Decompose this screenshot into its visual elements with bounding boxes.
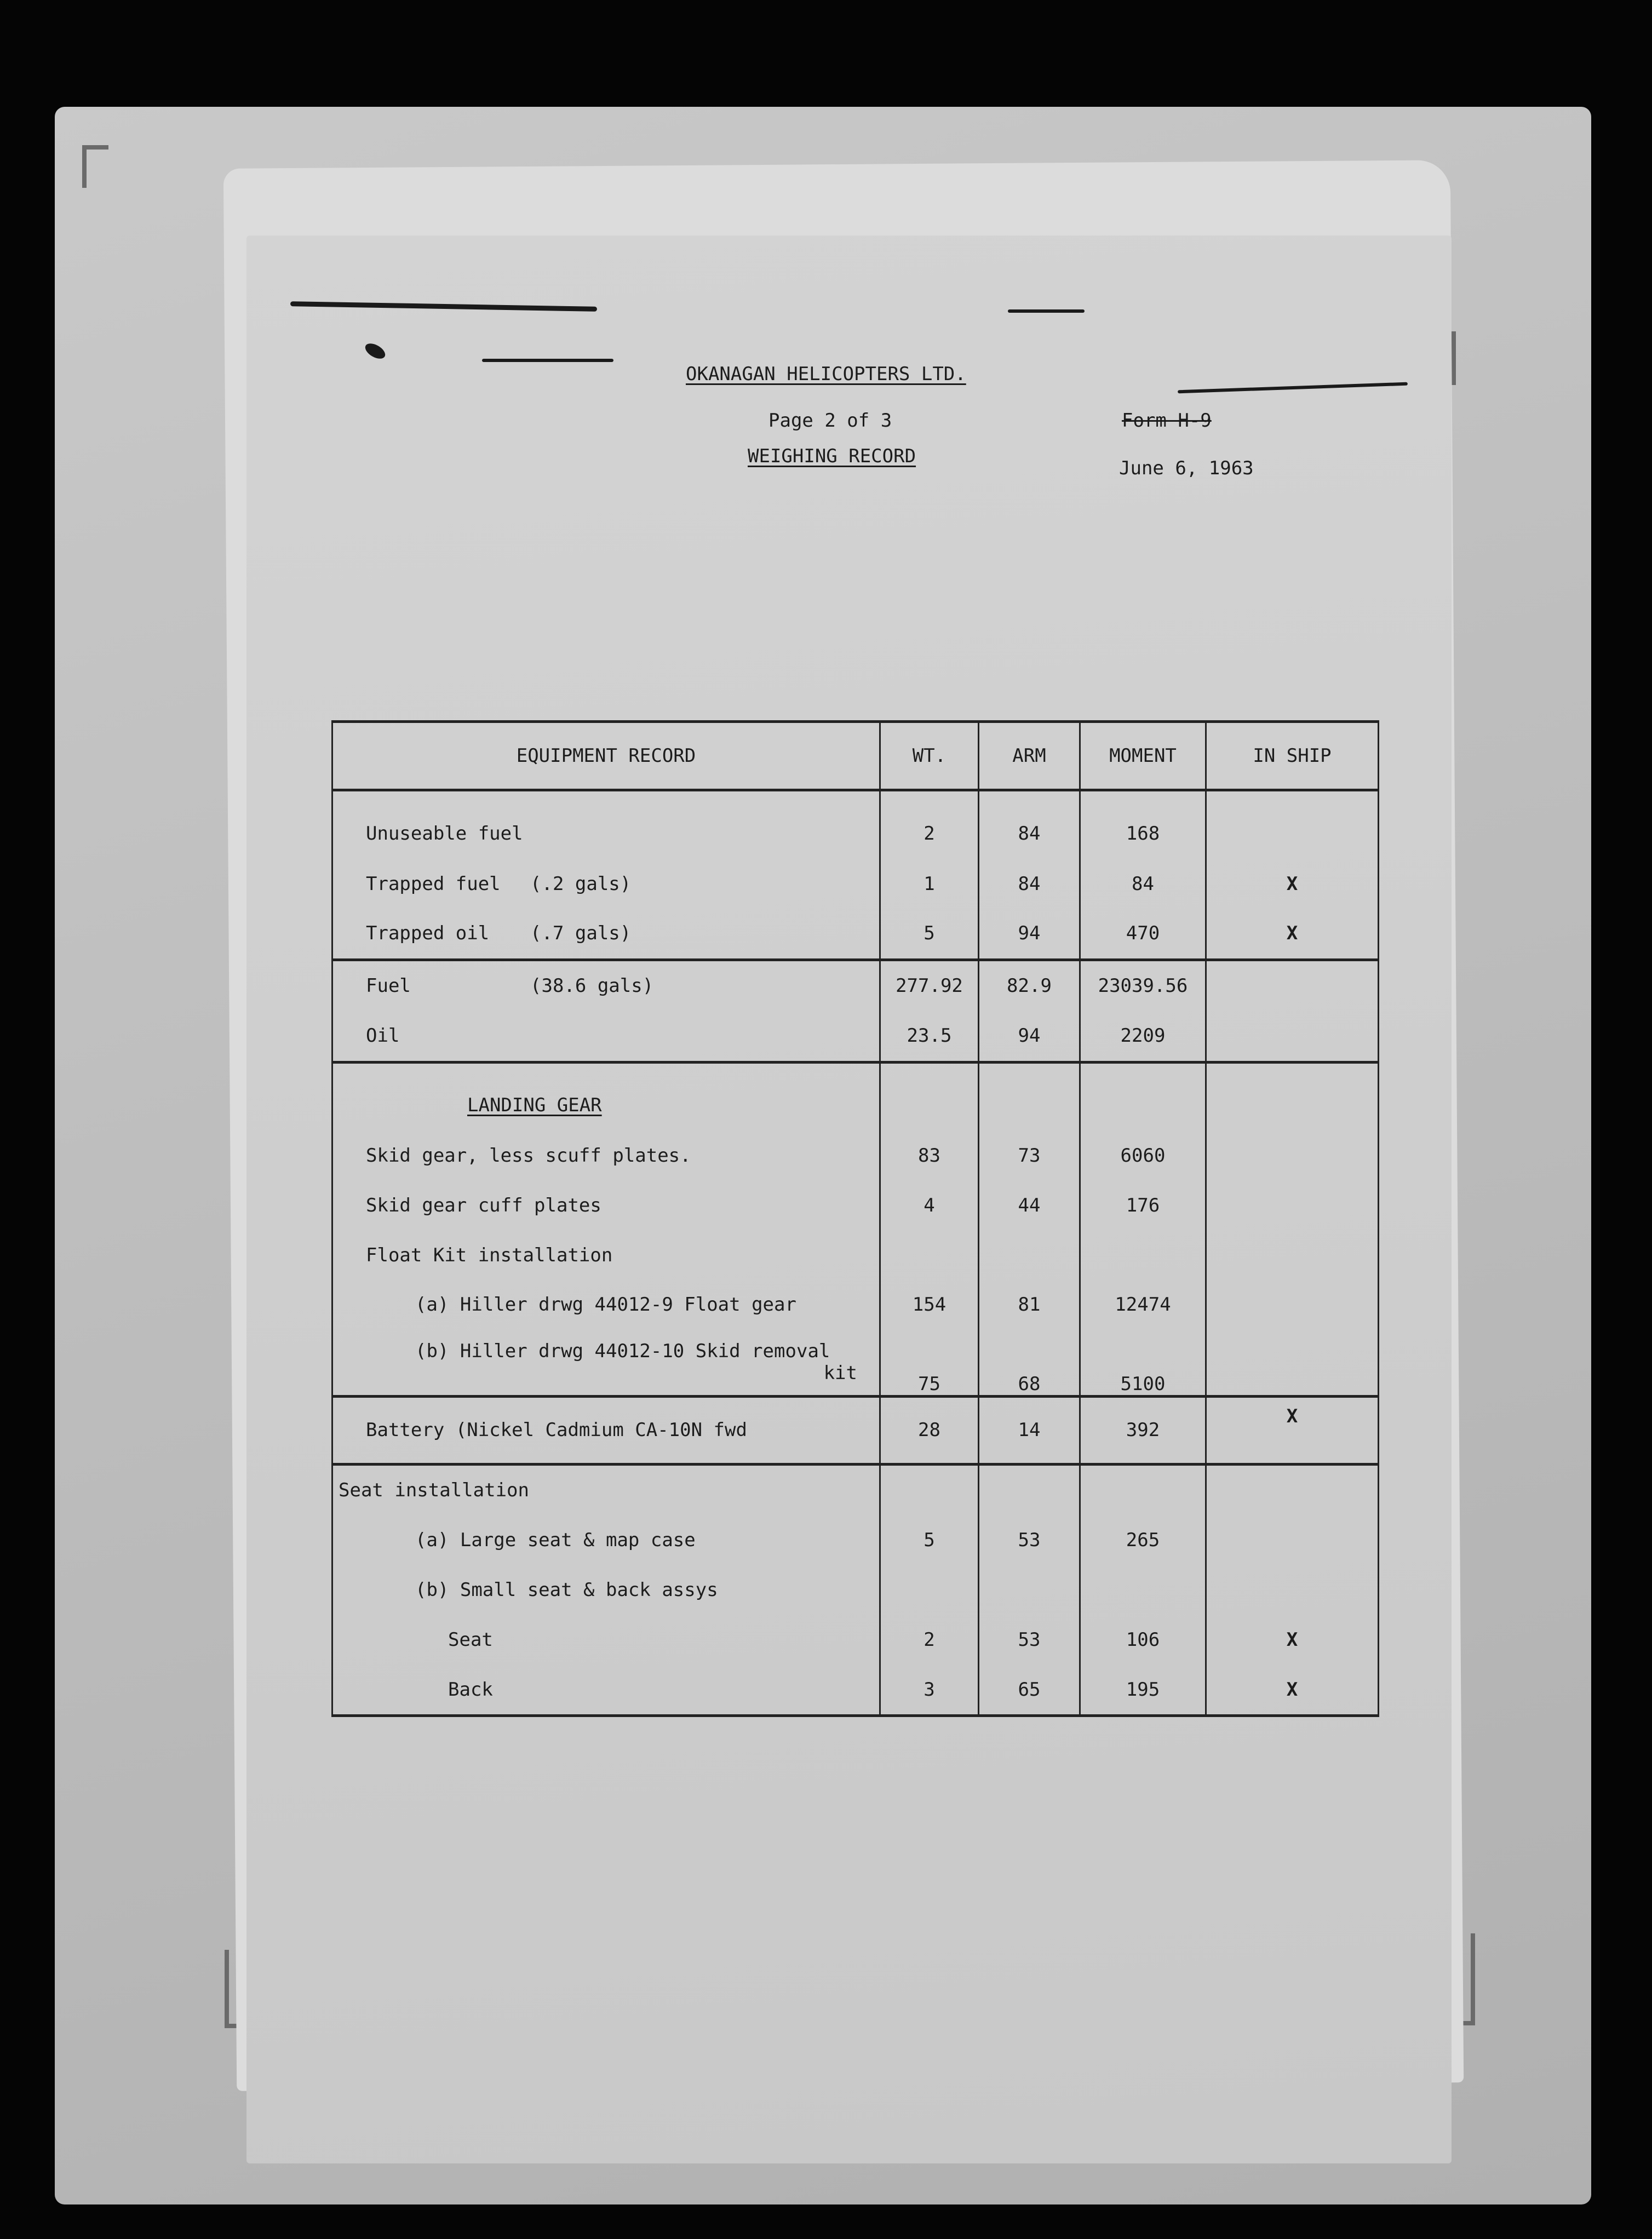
- document-title: WEIGHING RECORD: [748, 445, 916, 467]
- wt-cell: [880, 1230, 979, 1280]
- table-row: [332, 1230, 1379, 1280]
- column-header-moment: MOMENT: [1080, 722, 1206, 790]
- arm-cell: 53: [979, 1515, 1080, 1565]
- wt-cell: [880, 1565, 979, 1615]
- in-ship-mark: [1206, 1464, 1379, 1515]
- arm-cell: [979, 1464, 1080, 1515]
- arm-cell: 81: [979, 1280, 1080, 1330]
- in-ship-mark: [1206, 1181, 1379, 1231]
- moment-cell: 265: [1080, 1515, 1206, 1565]
- arm-cell: 68: [979, 1330, 1080, 1396]
- arm-cell: [979, 1565, 1080, 1615]
- item-label: (a) Large seat & map case: [415, 1529, 696, 1552]
- in-ship-mark: [1206, 1565, 1379, 1615]
- item-label: Fuel: [366, 975, 411, 997]
- table-row: [332, 909, 1379, 960]
- in-ship-mark: [1206, 960, 1379, 1011]
- table-row: [332, 1464, 1379, 1515]
- wt-cell: 28: [880, 1396, 979, 1464]
- paper-tear-mark: [1008, 309, 1085, 313]
- section-heading: LANDING GEAR: [467, 1094, 602, 1117]
- form-number: Form H-9: [1122, 410, 1212, 432]
- table-row: [332, 1664, 1379, 1716]
- in-ship-mark: [1206, 1515, 1379, 1565]
- item-quantity: (.7 gals): [530, 922, 632, 945]
- document-date: June 6, 1963: [1119, 457, 1254, 479]
- wt-cell: 1: [880, 859, 979, 909]
- item-quantity: (.2 gals): [530, 872, 632, 895]
- crop-mark: [82, 145, 108, 188]
- item-label: Oil: [366, 1025, 400, 1047]
- in-ship-mark: X: [1206, 1396, 1379, 1464]
- moment-cell: 176: [1080, 1181, 1206, 1231]
- moment-cell: 5100: [1080, 1330, 1206, 1396]
- in-ship-mark: X: [1206, 1615, 1379, 1664]
- in-ship-mark: X: [1206, 1664, 1379, 1716]
- column-header-arm: ARM: [979, 722, 1080, 790]
- in-ship-mark: [1206, 790, 1379, 859]
- in-ship-mark: X: [1206, 859, 1379, 909]
- table-row: [332, 1011, 1379, 1062]
- item-quantity: (38.6 gals): [530, 975, 654, 997]
- moment-cell: 392: [1080, 1396, 1206, 1464]
- arm-cell: 84: [979, 859, 1080, 909]
- arm-cell: [979, 1230, 1080, 1280]
- column-header-wt: WT.: [880, 722, 979, 790]
- table-row: [332, 1565, 1379, 1615]
- item-label-continuation: kit: [823, 1362, 857, 1385]
- item-label: (b) Small seat & back assys: [415, 1578, 718, 1601]
- table-row: [332, 1396, 1379, 1464]
- in-ship-mark: [1206, 1131, 1379, 1181]
- wt-cell: 5: [880, 1515, 979, 1565]
- item-label: (a) Hiller drwg 44012-9 Float gear: [415, 1294, 796, 1316]
- column-header-in-ship: IN SHIP: [1206, 722, 1379, 790]
- column-header-equipment: EQUIPMENT RECORD: [332, 722, 880, 790]
- item-label: Skid gear cuff plates: [366, 1195, 601, 1217]
- in-ship-mark: X: [1206, 909, 1379, 960]
- table-row: [332, 1181, 1379, 1231]
- table-row: [332, 790, 1379, 859]
- wt-cell: 4: [880, 1181, 979, 1231]
- paper-tear-mark: [482, 359, 613, 362]
- moment-cell: 2209: [1080, 1011, 1206, 1062]
- moment-cell: 195: [1080, 1664, 1206, 1716]
- moment-cell: 12474: [1080, 1280, 1206, 1330]
- table-row: [332, 1131, 1379, 1181]
- table-row: [332, 960, 1379, 1011]
- item-label: Seat: [448, 1628, 493, 1651]
- in-ship-mark: [1206, 1230, 1379, 1280]
- table-header-row: [332, 722, 1379, 790]
- table-row: [332, 1330, 1379, 1396]
- wt-cell: 5: [880, 909, 979, 960]
- item-label: Skid gear, less scuff plates.: [366, 1145, 691, 1167]
- in-ship-mark: [1206, 1011, 1379, 1062]
- wt-cell: 2: [880, 1615, 979, 1664]
- moment-cell: 470: [1080, 909, 1206, 960]
- wt-cell: 154: [880, 1280, 979, 1330]
- arm-cell: 94: [979, 1011, 1080, 1062]
- arm-cell: 73: [979, 1131, 1080, 1181]
- item-label: (b) Hiller drwg 44012-10 Skid removal: [415, 1340, 830, 1363]
- arm-cell: 94: [979, 909, 1080, 960]
- table-row: [332, 859, 1379, 909]
- item-label: Back: [448, 1678, 493, 1701]
- company-name: OKANAGAN HELICOPTERS LTD.: [686, 363, 966, 385]
- table-row: [332, 1062, 1379, 1131]
- in-ship-mark: [1206, 1330, 1379, 1396]
- item-label: Seat installation: [339, 1479, 529, 1502]
- moment-cell: [1080, 1565, 1206, 1615]
- wt-cell: [880, 1062, 979, 1131]
- item-label: Trapped fuel: [366, 872, 501, 895]
- wt-cell: 75: [880, 1330, 979, 1396]
- wt-cell: 277.92: [880, 960, 979, 1011]
- item-label: Battery (Nickel Cadmium CA-10N fwd: [366, 1419, 747, 1442]
- wt-cell: 83: [880, 1131, 979, 1181]
- arm-cell: 44: [979, 1181, 1080, 1231]
- weighing-record-table: [331, 720, 1379, 1717]
- moment-cell: 168: [1080, 790, 1206, 859]
- moment-cell: [1080, 1464, 1206, 1515]
- arm-cell: 82.9: [979, 960, 1080, 1011]
- arm-cell: 65: [979, 1664, 1080, 1716]
- arm-cell: 84: [979, 790, 1080, 859]
- in-ship-mark: [1206, 1280, 1379, 1330]
- moment-cell: [1080, 1230, 1206, 1280]
- page-number: Page 2 of 3: [768, 410, 892, 432]
- item-label: Float Kit installation: [366, 1244, 613, 1266]
- moment-cell: [1080, 1062, 1206, 1131]
- table-row: [332, 1515, 1379, 1565]
- item-label: Trapped oil: [366, 922, 490, 945]
- wt-cell: 23.5: [880, 1011, 979, 1062]
- arm-cell: 14: [979, 1396, 1080, 1464]
- arm-cell: 53: [979, 1615, 1080, 1664]
- wt-cell: [880, 1464, 979, 1515]
- wt-cell: 2: [880, 790, 979, 859]
- in-ship-mark: [1206, 1062, 1379, 1131]
- wt-cell: 3: [880, 1664, 979, 1716]
- moment-cell: 84: [1080, 859, 1206, 909]
- arm-cell: [979, 1062, 1080, 1131]
- moment-cell: 23039.56: [1080, 960, 1206, 1011]
- item-label: Unuseable fuel: [366, 822, 523, 845]
- table-row: [332, 1280, 1379, 1330]
- moment-cell: 6060: [1080, 1131, 1206, 1181]
- moment-cell: 106: [1080, 1615, 1206, 1664]
- table-row: [332, 1615, 1379, 1664]
